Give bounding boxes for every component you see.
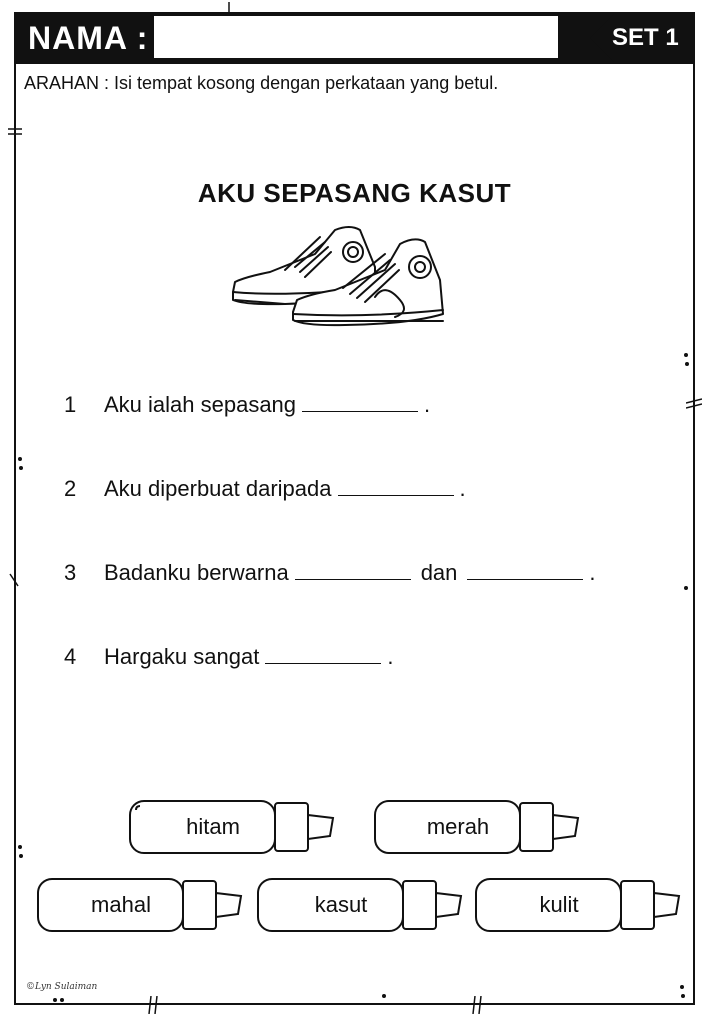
question-number: 4 [64, 644, 77, 669]
worksheet-title: AKU SEPASANG KASUT [197, 178, 512, 208]
question-4 [64, 642, 393, 672]
instruction-text: ARAHAN : Isi tempat kosong dengan perkataan yang betul. [24, 73, 499, 93]
question-text: Aku diperbuat daripada [104, 476, 332, 501]
border-doodle-icon [146, 996, 162, 1014]
border-doodle-icon [686, 396, 702, 414]
border-dots-icon [16, 456, 26, 472]
question-end: . [589, 560, 596, 585]
word-marker-merah[interactable] [373, 798, 583, 856]
answer-blank[interactable] [302, 391, 418, 412]
answer-blank[interactable] [295, 559, 411, 580]
word-marker-kasut[interactable] [256, 876, 466, 934]
question-number: 3 [64, 560, 77, 585]
answer-blank[interactable] [467, 559, 583, 580]
question-end: . [459, 476, 466, 501]
word-marker-mahal[interactable] [36, 876, 246, 934]
set-label: SET 1 [612, 24, 679, 51]
question-2 [64, 474, 466, 504]
border-dots-icon [678, 984, 688, 1000]
name-label: NAMA : [28, 20, 149, 56]
question-connector: dan [420, 560, 458, 585]
word-label: hitam [186, 814, 240, 839]
question-text: Aku ialah sepasang [104, 392, 297, 417]
name-input-box[interactable] [152, 14, 560, 60]
question-number: 1 [64, 392, 77, 417]
word-label: kasut [314, 892, 368, 917]
question-text: Hargaku sangat [104, 644, 260, 669]
border-dots-icon [682, 352, 692, 368]
border-dots-icon [380, 992, 388, 1000]
border-tick-icon [8, 572, 20, 588]
question-end: . [387, 644, 394, 669]
border-dots-icon [52, 996, 66, 1004]
answer-blank[interactable] [338, 475, 454, 496]
word-label: merah [426, 814, 490, 839]
border-dots-icon [16, 844, 26, 860]
question-text: Badanku berwarna [104, 560, 289, 585]
worksheet-frame [14, 12, 695, 1005]
sneakers-icon [225, 222, 450, 327]
border-tick-icon [226, 2, 232, 16]
credit-signature: ©Lyn Sulaiman [26, 982, 98, 992]
word-label: kulit [539, 892, 579, 917]
border-doodle-icon [470, 996, 486, 1014]
border-doodle-icon [6, 124, 24, 140]
question-3 [64, 558, 596, 588]
border-dots-icon [682, 584, 690, 592]
word-label: mahal [91, 892, 151, 917]
question-end: . [424, 392, 431, 417]
answer-blank[interactable] [265, 643, 381, 664]
word-marker-hitam[interactable] [128, 798, 338, 856]
question-1 [64, 390, 430, 420]
question-number: 2 [64, 476, 77, 501]
word-marker-kulit[interactable] [474, 876, 684, 934]
